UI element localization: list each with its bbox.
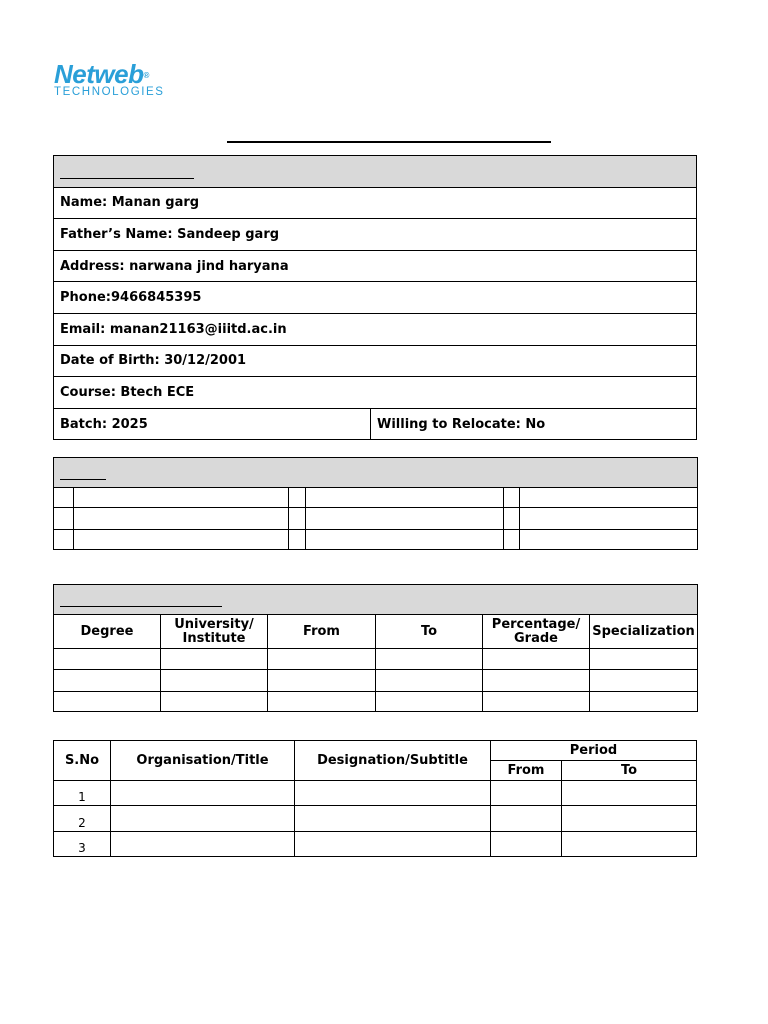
skill-checkbox[interactable] <box>504 530 520 550</box>
experience-table <box>53 740 697 857</box>
skill-cell[interactable] <box>520 530 698 550</box>
experience-cell[interactable] <box>491 832 562 857</box>
education-cell[interactable] <box>161 670 268 692</box>
row-number: 2 <box>54 806 111 832</box>
form-title-line <box>227 141 551 143</box>
course-field[interactable]: Course: Btech ECE <box>54 377 697 409</box>
phone-field[interactable]: Phone:9466845395 <box>54 282 697 314</box>
skill-checkbox[interactable] <box>54 508 74 530</box>
experience-cell[interactable] <box>295 832 491 857</box>
skills-section-header <box>54 458 698 488</box>
skills-row <box>54 530 698 550</box>
education-cell[interactable] <box>161 692 268 712</box>
skills-section-title-blank <box>54 458 698 488</box>
skill-checkbox[interactable] <box>504 508 520 530</box>
experience-cell[interactable] <box>491 806 562 832</box>
experience-cell[interactable] <box>562 781 697 806</box>
education-cell[interactable] <box>161 649 268 670</box>
education-cell[interactable] <box>590 670 698 692</box>
col-specialization: Specialization <box>590 615 698 649</box>
skill-cell[interactable] <box>74 488 289 508</box>
education-cell[interactable] <box>483 692 590 712</box>
skill-checkbox[interactable] <box>54 488 74 508</box>
name-field[interactable]: Name: Manan garg <box>54 187 697 219</box>
relocate-field[interactable]: Willing to Relocate: No <box>371 408 697 440</box>
company-logo <box>54 60 165 98</box>
personal-section-header <box>54 156 697 188</box>
col-from: From <box>268 615 376 649</box>
education-row <box>54 692 698 712</box>
skills-table <box>53 457 698 550</box>
experience-cell[interactable] <box>562 806 697 832</box>
skill-cell[interactable] <box>306 508 504 530</box>
col-period-to: To <box>562 761 697 781</box>
email-field[interactable]: Email: manan21163@iiitd.ac.in <box>54 313 697 345</box>
skill-cell[interactable] <box>306 488 504 508</box>
education-column-headers <box>54 615 698 649</box>
experience-cell[interactable] <box>491 781 562 806</box>
father-name-field[interactable]: Father’s Name: Sandeep garg <box>54 219 697 251</box>
skill-cell[interactable] <box>74 508 289 530</box>
education-cell[interactable] <box>54 670 161 692</box>
skill-checkbox[interactable] <box>289 508 306 530</box>
education-section-header <box>54 585 698 615</box>
dob-field[interactable]: Date of Birth: 30/12/2001 <box>54 345 697 377</box>
skill-cell[interactable] <box>520 488 698 508</box>
experience-cell[interactable] <box>562 832 697 857</box>
experience-cell[interactable] <box>111 781 295 806</box>
personal-section-title-blank <box>54 156 697 188</box>
col-period-from: From <box>491 761 562 781</box>
skill-checkbox[interactable] <box>504 488 520 508</box>
skill-checkbox[interactable] <box>289 488 306 508</box>
education-cell[interactable] <box>268 670 376 692</box>
experience-row <box>54 781 697 806</box>
education-cell[interactable] <box>54 649 161 670</box>
education-cell[interactable] <box>376 692 483 712</box>
experience-cell[interactable] <box>111 832 295 857</box>
education-row <box>54 670 698 692</box>
row-number: 1 <box>54 781 111 806</box>
experience-row <box>54 832 697 857</box>
personal-details-table <box>53 155 697 440</box>
education-cell[interactable] <box>268 649 376 670</box>
education-cell[interactable] <box>590 692 698 712</box>
experience-cell[interactable] <box>111 806 295 832</box>
education-cell[interactable] <box>54 692 161 712</box>
col-sno: S.No <box>54 741 111 781</box>
education-section-title-blank <box>54 585 698 615</box>
education-cell[interactable] <box>376 649 483 670</box>
skill-cell[interactable] <box>74 530 289 550</box>
col-to: To <box>376 615 483 649</box>
row-number: 3 <box>54 832 111 857</box>
col-designation: Designation/Subtitle <box>295 741 491 781</box>
skill-checkbox[interactable] <box>289 530 306 550</box>
skill-checkbox[interactable] <box>54 530 74 550</box>
education-row <box>54 649 698 670</box>
experience-header-row <box>54 741 697 761</box>
skill-cell[interactable] <box>520 508 698 530</box>
education-table <box>53 584 698 712</box>
logo-tagline: TECHNOLOGIES <box>54 86 165 98</box>
education-cell[interactable] <box>268 692 376 712</box>
col-period: Period <box>491 741 697 761</box>
skill-cell[interactable] <box>306 530 504 550</box>
education-cell[interactable] <box>483 670 590 692</box>
experience-row <box>54 806 697 832</box>
experience-cell[interactable] <box>295 806 491 832</box>
education-cell[interactable] <box>590 649 698 670</box>
experience-cell[interactable] <box>295 781 491 806</box>
address-field[interactable]: Address: narwana jind haryana <box>54 250 697 282</box>
skills-row <box>54 508 698 530</box>
registered-mark: ® <box>143 71 149 80</box>
col-degree: Degree <box>54 615 161 649</box>
batch-field[interactable]: Batch: 2025 <box>54 408 371 440</box>
skills-row <box>54 488 698 508</box>
col-university: University/ Institute <box>161 615 268 649</box>
col-percentage: Percentage/ Grade <box>483 615 590 649</box>
education-cell[interactable] <box>376 670 483 692</box>
col-organisation: Organisation/Title <box>111 741 295 781</box>
education-cell[interactable] <box>483 649 590 670</box>
logo-brand: Netweb <box>54 59 144 89</box>
